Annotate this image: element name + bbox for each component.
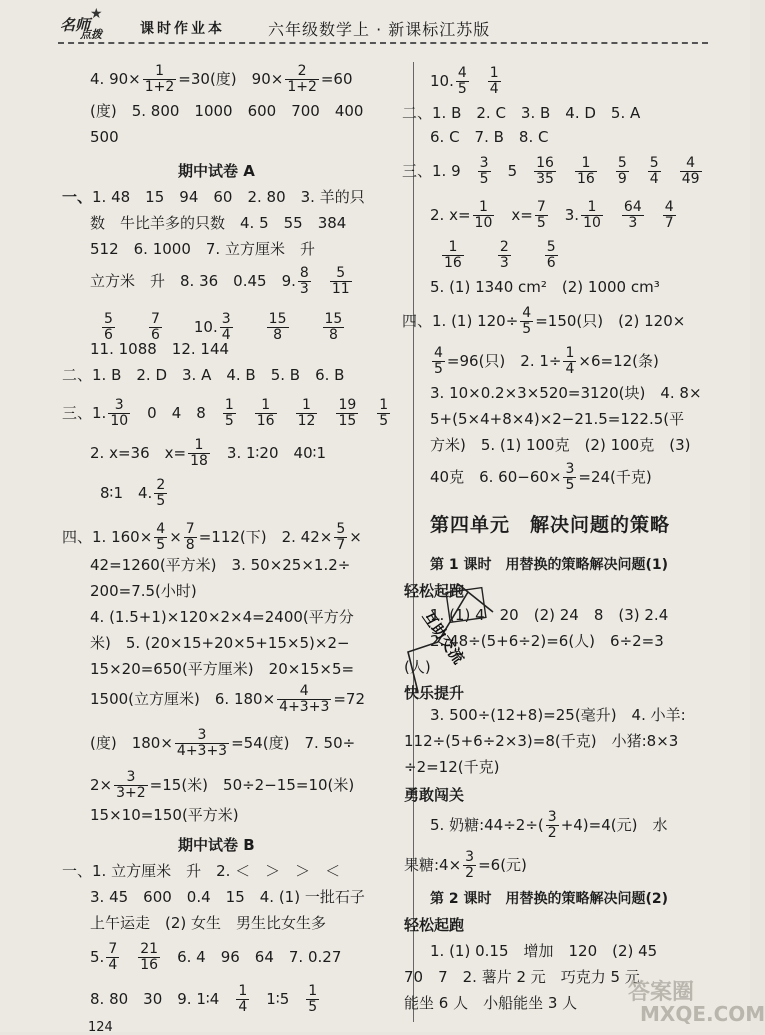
answer-line: 一、1. 48 15 94 60 2. 80 3. 羊的只 [62, 188, 365, 206]
answer-line: 3. 45 600 0.4 15 4. (1) 一批石子 [90, 888, 365, 906]
answer-line: 四、1. 160× $\frac{4}{5}$ × $\frac{7}{8}$ =112(下) 2. 42× $\frac{5}{7}$ × [62, 521, 362, 553]
answer-line: 三、1. $\frac{3}{10}$ 0 4 8 $\frac{1}{5}$ $\frac{1}{16}$ $\frac{1}{12}$ $\frac{19}{15}$ $\frac{1}{5}$ [62, 397, 389, 429]
answer-line: 200=7.5(小时) [90, 582, 197, 600]
answer-line: 立方米 升 8. 36 0.45 9. $\frac{8}{3}$ $\frac{5}{11}$ [90, 265, 350, 297]
answer-line: (度) 180× $\frac{3}{4+3+3}$ =54(度) 7. 50÷ [90, 727, 356, 759]
answer-line: 512 6. 1000 7. 立方厘米 升 [90, 240, 315, 258]
stamp-mark [398, 582, 478, 692]
header-rule [58, 42, 708, 44]
answer-line: 2× $\frac{3}{3+2}$ =15(米) 50÷2−15=10(米) [90, 769, 355, 801]
answer-line: 5+(5×4+8×4)×2−21.5=122.5(平 [430, 410, 685, 428]
series-title: 课时作业本 [140, 21, 225, 37]
answer-line: 5. 奶糖:44÷2÷( $\frac{3}{2}$ +4)=4(元) 水 [430, 809, 668, 841]
unit-title: 第四单元 解决问题的策略 [430, 514, 671, 536]
subsection-easy-start: 轻松起跑 [404, 582, 465, 600]
book-title: 六年级数学上 · 新课标江苏版 [268, 20, 491, 39]
answer-line: (人) [404, 658, 431, 676]
answer-line: 10. $\frac{4}{5}$ $\frac{1}{4}$ [430, 65, 499, 97]
answer-line: 4. (1.5+1)×120×2×4=2400(平方分 [90, 608, 354, 626]
answer-line: 果糖:4× $\frac{3}{2}$ =6(元) [404, 849, 527, 881]
answer-line: 米) 5. (20×15+20×5+15×5)×2− [90, 634, 350, 652]
page-header [0, 0, 750, 44]
answer-line: 112÷(5+6÷2×3)=8(千克) 小猪:8×3 [404, 732, 679, 750]
answer-line: 11. 1088 12. 144 [90, 340, 230, 358]
answer-line: 1. (1) 0.15 增加 120 (2) 45 [430, 942, 673, 960]
star-icon: ★ [90, 6, 103, 22]
answer-line: 上午运走 (2) 女生 男生比女生多 [90, 914, 327, 932]
page-number: 124 [88, 1020, 113, 1035]
answer-line: 2. x=36 x= $\frac{1}{18}$ 3. 1∶20 40∶1 [90, 437, 327, 469]
answer-line: 2. 48÷(5+6÷2)=6(人) 6÷2=3 [430, 632, 664, 650]
section-title-midterm-a: 期中试卷 A [178, 162, 255, 180]
answer-line: 二、1. B 2. D 3. A 4. B 5. B 6. B [62, 366, 345, 384]
answer-line: 3. 10×0.2×3×520=3120(块) 4. 8× [430, 384, 702, 402]
answer-line: 方米) 5. (1) 100克 (2) 100克 (3) [430, 436, 691, 454]
answer-line: $\frac{5}{6}$ $\frac{7}{6}$ 10. $\frac{3}{4}$ $\frac{15}{8}$ $\frac{15}{8}$ [104, 311, 343, 343]
answer-line: 6. C 7. B 8. C [430, 128, 549, 146]
answer-line: $\frac{4}{5}$ =96(只) 2. 1÷ $\frac{1}{4}$ ×6=12(条) [434, 345, 659, 377]
subsection-brave-challenge: 勇敢闯关 [404, 786, 465, 804]
subsection-happy-improve: 快乐提升 [404, 684, 465, 702]
section-title-midterm-b: 期中试卷 B [178, 836, 255, 854]
answer-line: 8∶1 4. $\frac{2}{5}$ [100, 477, 166, 509]
brand-logo: 名师 [60, 16, 91, 34]
answer-line: 一、1. 立方厘米 升 2. ＜ ＞ ＞ ＜ [62, 862, 341, 880]
answer-line: 1. (1) 4 20 (2) 24 8 (3) 2.4 [430, 606, 669, 624]
answer-line: 15×20=650(平方厘米) 20×15×5= [90, 660, 355, 678]
lesson-title: 第 1 课时 用替换的策略解决问题(1) [430, 557, 669, 573]
answer-line: 8. 80 30 9. 1∶4 $\frac{1}{4}$ 1∶5 $\frac{1}{5}$ [90, 983, 318, 1015]
answer-line: 3. 500÷(12+8)=25(毫升) 4. 小羊: [430, 706, 686, 724]
answer-line: 三、1. 9 $\frac{3}{5}$ 5 $\frac{16}{35}$ $\frac{1}{16}$ $\frac{5}{9}$ $\frac{5}{4}$ $\frac{4}{49}$ [402, 155, 700, 187]
answer-line: $\frac{1}{16}$ $\frac{2}{3}$ $\frac{5}{6}$ [444, 239, 556, 271]
answer-line: 4. 90× $\frac{1}{1+2}$ =30(度) 90× $\frac{2}{1+2}$ =60 [90, 63, 353, 95]
answer-line: 42=1260(平方米) 3. 50×25×1.2÷ [90, 556, 351, 574]
answer-line: 二、1. B 2. C 3. B 4. D 5. A [402, 104, 641, 122]
stamp-text: 互助交流 [418, 607, 468, 668]
watermark: MXQE.COM [640, 1002, 765, 1026]
answer-line: 5. $\frac{7}{4}$ $\frac{21}{16}$ 6. 4 96 64 7. 0.27 [90, 941, 342, 973]
brand-logo-sub: 点拨 [80, 28, 102, 41]
answer-line: ÷2=12(千克) [404, 758, 500, 776]
answer-line: 四、1. (1) 120÷ $\frac{4}{5}$ =150(只) (2) 120× [402, 305, 686, 337]
answer-line: 5. (1) 1340 cm² (2) 1000 cm³ [430, 278, 660, 296]
subsection-easy-start: 轻松起跑 [404, 916, 465, 934]
answer-line: (度) 5. 800 1000 600 700 400 [90, 102, 364, 120]
answer-line: 500 [90, 128, 119, 146]
answer-line: 40克 6. 60−60× $\frac{3}{5}$ =24(千克) [430, 461, 652, 493]
answer-line: 能坐 6 人 小船能坐 3 人 [404, 994, 578, 1012]
answer-line: 数 牛比羊多的只数 4. 5 55 384 [90, 214, 347, 232]
answer-line: 70 7 2. 薯片 2 元 巧克力 5 元 [404, 968, 640, 986]
lesson-title: 第 2 课时 用替换的策略解决问题(2) [430, 891, 669, 907]
answer-line: 2. x= $\frac{1}{10}$ x= $\frac{7}{5}$ 3. $\frac{1}{10}$ $\frac{64}{3}$ $\frac{4}{7}$ [430, 199, 674, 231]
answer-line: 15×10=150(平方米) [90, 806, 239, 824]
answer-line: 1500(立方厘米) 6. 180× $\frac{4}{4+3+3}$ =72 [90, 683, 366, 715]
watermark: 答案圈 [628, 980, 695, 1005]
